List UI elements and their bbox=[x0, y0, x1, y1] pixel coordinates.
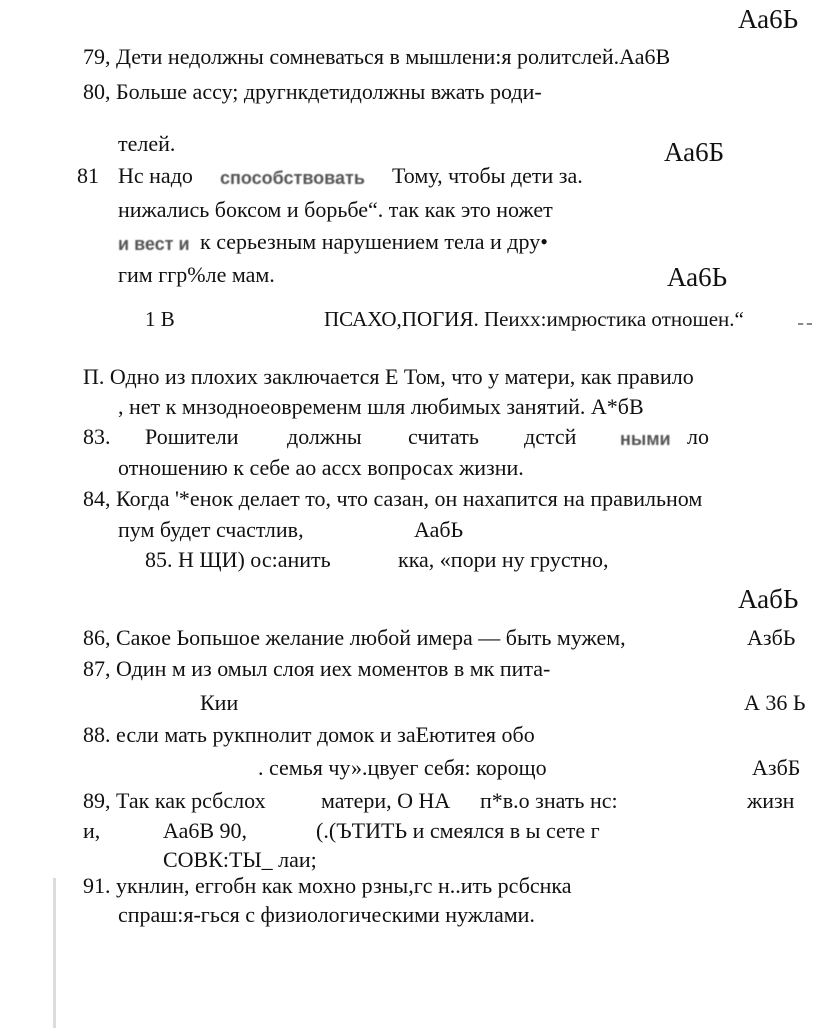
item-91: 91. укнлин, еггобн как мохно рзны,гс н..ить рсбснка bbox=[83, 873, 572, 898]
item-83-cont: отношению к себе ао ассх вопросах жизни. bbox=[118, 455, 524, 480]
item-81-line3: к серьезным нарушением тела и дру• bbox=[200, 229, 548, 254]
item-89-part3: п*в.о знать нс: bbox=[480, 788, 618, 813]
item-81-line1-end: Тому, чтобы дети за. bbox=[392, 163, 583, 188]
item-88-cont: . семья чу».цвуег себя: корощо bbox=[258, 755, 547, 780]
item-80: 80, Больше ассу; другнкдетидолжны вжать роди- bbox=[83, 79, 542, 104]
item-89-cont-start: и, bbox=[83, 818, 101, 843]
item-83-number: 83. bbox=[83, 424, 111, 449]
item-85-end: кка, «пори ну грустно, bbox=[398, 547, 609, 572]
item-87-cont: Кии bbox=[200, 690, 239, 715]
section-heading: ПСАХО,ПОГИЯ. Пеихх:имрюстика отношен.“ bbox=[324, 307, 744, 331]
item-90-cont: СОВК:ТЫ_ лаи; bbox=[163, 847, 317, 872]
item-85-start: 85. Н ЩИ) ос:анить bbox=[145, 547, 331, 572]
header-mark: Аа6Ь bbox=[738, 4, 799, 34]
item-89-part4: жизн bbox=[747, 788, 795, 813]
margin-rule bbox=[53, 878, 56, 1028]
item-80-cont: телей. bbox=[118, 131, 176, 156]
item-82-cont: , нет к мнзоднoеовременм шля любимых занятий. А*бВ bbox=[118, 394, 644, 419]
section-label: 1 В bbox=[145, 307, 175, 331]
item-84-mark: АабЬ bbox=[414, 517, 464, 542]
item-86: 86, Сакое Ьопьшое желание любой имера — быть мужем, bbox=[83, 625, 626, 650]
item-90: (.(ЪТИТЬ и смеялся в ы сете г bbox=[316, 818, 600, 843]
item-87: 87, Один м из омыл слоя иех моментов в мк пита- bbox=[83, 656, 551, 681]
item-88: 88. если мать рукпнолит домок и заЕютитея обо bbox=[83, 722, 535, 747]
item-79: 79, Дети недолжны сомневаться в мышлени:я ролитслей.Аа6В bbox=[83, 44, 671, 69]
heading-dash bbox=[798, 323, 812, 327]
item-83-word3: считать bbox=[408, 424, 479, 449]
item-88-mark: АзбБ bbox=[752, 755, 801, 780]
item-90-number: Аа6В 90, bbox=[163, 818, 248, 843]
item-81-blurred-word: способствовать bbox=[220, 168, 365, 188]
item-81-line1-start: Нс надо bbox=[118, 163, 193, 188]
item-81-line2: нижались боксом и борьбе“. так как это ножет bbox=[118, 197, 553, 222]
item-81-number: 81 bbox=[77, 163, 99, 188]
item-83-word2: должны bbox=[287, 424, 362, 449]
item-80-mark: Аа6Б bbox=[664, 137, 725, 167]
item-83-word-end: ло bbox=[687, 424, 709, 449]
item-84-cont: пум будет счастлив, bbox=[118, 517, 304, 542]
item-81-blurred-phrase: и вест и bbox=[118, 234, 190, 254]
item-86-mark: АзбЬ bbox=[747, 625, 796, 650]
item-91-cont: спраш:я-гься с физиологическими нужлами. bbox=[118, 902, 535, 927]
item-81-line4: гим ггр%ле мам. bbox=[118, 262, 275, 287]
item-82: П. Одно из плохих заключается Е Том, что у матери, как правило bbox=[83, 364, 694, 389]
item-81-mark: Аа6Ь bbox=[667, 262, 728, 292]
item-89-part1: 89, Так как рсбслох bbox=[83, 788, 266, 813]
item-83-blurred-word: ными bbox=[620, 429, 671, 449]
item-83-word4: дстсй bbox=[524, 424, 577, 449]
item-89-part2: матери, О НА bbox=[321, 788, 451, 813]
item-87-mark: А 36 Ь bbox=[744, 690, 806, 715]
item-83-word1: Рошители bbox=[145, 424, 239, 449]
item-84: 84, Когда '*енок делает то, что сазан, он нахапится на правильном bbox=[83, 486, 703, 511]
item-85-mark: АабЬ bbox=[738, 584, 799, 614]
